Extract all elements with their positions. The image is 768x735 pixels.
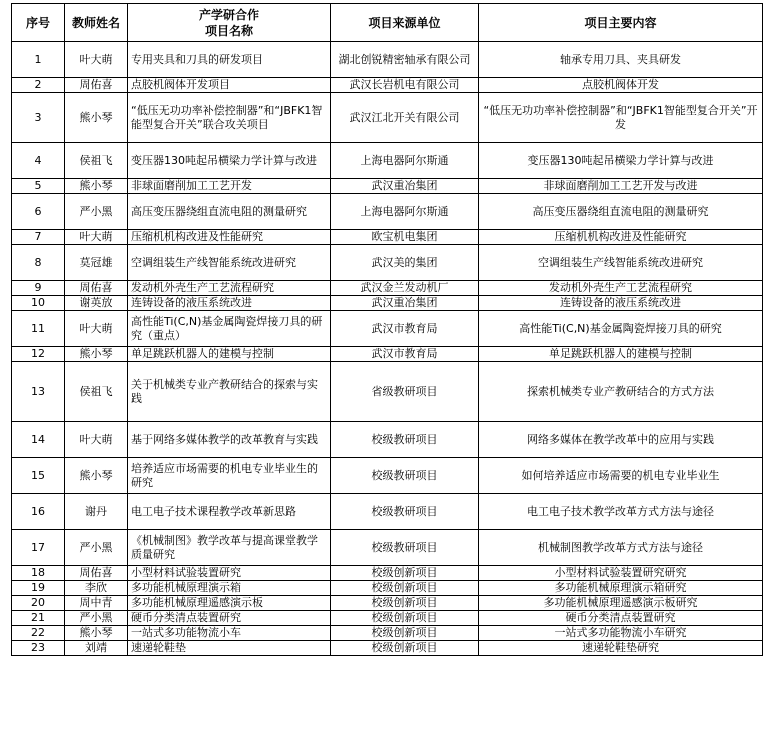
project-content: 轴承专用刀具、夹具研发 — [479, 42, 763, 78]
teacher-name: 侯祖飞 — [65, 143, 128, 179]
table-row — [12, 458, 763, 494]
row-number: 2 — [12, 78, 65, 93]
project-name: 专用夹具和刀具的研发项目 — [128, 42, 331, 78]
project-name: 点胶机阀体开发项目 — [128, 78, 331, 93]
project-name: 高性能Ti(C,N)基金属陶瓷焊接刀具的研究（重点） — [128, 311, 331, 347]
project-name: 单足跳跃机器人的建模与控制 — [128, 347, 331, 362]
row-number: 17 — [12, 530, 65, 566]
project-content: 硬币分类清点装置研究 — [479, 611, 763, 626]
teacher-name: 熊小琴 — [65, 347, 128, 362]
project-source: 湖北创锐精密轴承有限公司 — [331, 42, 479, 78]
teacher-name: 李欣 — [65, 581, 128, 596]
row-number: 20 — [12, 596, 65, 611]
teacher-name: 周佑喜 — [65, 281, 128, 296]
project-source: 武汉市教育局 — [331, 311, 479, 347]
row-number: 21 — [12, 611, 65, 626]
teacher-name: 叶大萌 — [65, 230, 128, 245]
teacher-name: 严小黑 — [65, 530, 128, 566]
project-name: 培养适应市场需要的机电专业毕业生的研究 — [128, 458, 331, 494]
row-number: 5 — [12, 179, 65, 194]
teacher-name: 严小黑 — [65, 611, 128, 626]
project-name: 变压器130吨起吊横梁力学计算与改进 — [128, 143, 331, 179]
table-row — [12, 596, 763, 611]
table-row — [12, 530, 763, 566]
project-source: 武汉金兰发动机厂 — [331, 281, 479, 296]
row-number: 16 — [12, 494, 65, 530]
project-content: “低压无功功率补偿控制器”和“JBFK1智能型复合开关”开发 — [479, 93, 763, 143]
row-number: 7 — [12, 230, 65, 245]
row-number: 12 — [12, 347, 65, 362]
project-source: 省级教研项目 — [331, 362, 479, 422]
table-row — [12, 347, 763, 362]
project-content: 小型材料试验装置研究研究 — [479, 566, 763, 581]
project-source: 校级教研项目 — [331, 422, 479, 458]
row-number: 14 — [12, 422, 65, 458]
row-number: 1 — [12, 42, 65, 78]
row-number: 3 — [12, 93, 65, 143]
row-number: 18 — [12, 566, 65, 581]
project-name: 高压变压器绕组直流电阻的测量研究 — [128, 194, 331, 230]
table-row — [12, 42, 763, 78]
table-row — [12, 245, 763, 281]
project-name: 《机械制图》教学改革与提高课堂教学质量研究 — [128, 530, 331, 566]
project-source: 武汉重冶集团 — [331, 296, 479, 311]
project-name: 多功能机械原理演示箱 — [128, 581, 331, 596]
project-content: 空调组装生产线智能系统改进研究 — [479, 245, 763, 281]
table-row — [12, 422, 763, 458]
project-content: 高性能Ti(C,N)基金属陶瓷焊接刀具的研究 — [479, 311, 763, 347]
project-content: 非球面磨削加工工艺开发与改进 — [479, 179, 763, 194]
teacher-name: 熊小琴 — [65, 626, 128, 641]
table-row — [12, 281, 763, 296]
header-teacher: 教师姓名 — [65, 4, 128, 42]
table-row — [12, 641, 763, 656]
table-row — [12, 311, 763, 347]
table-body — [12, 42, 763, 656]
header-project-name-line1: 产学研合作 — [198, 7, 259, 22]
project-source: 上海电器阿尔斯通 — [331, 143, 479, 179]
table-row — [12, 143, 763, 179]
project-name: 非球面磨削加工工艺开发 — [128, 179, 331, 194]
table-row — [12, 179, 763, 194]
row-number: 10 — [12, 296, 65, 311]
project-name: 空调组装生产线智能系统改进研究 — [128, 245, 331, 281]
teacher-name: 周佑喜 — [65, 566, 128, 581]
project-source: 武汉美的集团 — [331, 245, 479, 281]
project-name: 一站式多功能物流小车 — [128, 626, 331, 641]
project-source: 上海电器阿尔斯通 — [331, 194, 479, 230]
project-content: 变压器130吨起吊横梁力学计算与改进 — [479, 143, 763, 179]
project-name: 关于机械类专业产教研结合的探索与实践 — [128, 362, 331, 422]
project-source: 武汉重冶集团 — [331, 179, 479, 194]
project-source: 校级教研项目 — [331, 530, 479, 566]
teacher-name: 谢丹 — [65, 494, 128, 530]
table-row — [12, 230, 763, 245]
row-number: 4 — [12, 143, 65, 179]
table-row — [12, 296, 763, 311]
header-source: 项目来源单位 — [331, 4, 479, 42]
row-number: 13 — [12, 362, 65, 422]
header-project-name-line2: 项目名称 — [204, 23, 253, 38]
teacher-name: 侯祖飞 — [65, 362, 128, 422]
project-source: 校级创新项目 — [331, 566, 479, 581]
project-source: 校级创新项目 — [331, 626, 479, 641]
project-content: 多功能机械原理演示箱研究 — [479, 581, 763, 596]
project-content: 发动机外壳生产工艺流程研究 — [479, 281, 763, 296]
table-row — [12, 581, 763, 596]
header-project-name — [128, 4, 331, 42]
project-source: 欧宝机电集团 — [331, 230, 479, 245]
project-content: 机械制图教学改革方式方法与途径 — [479, 530, 763, 566]
teacher-name: 谢英放 — [65, 296, 128, 311]
table-row — [12, 78, 763, 93]
teacher-name: 莫冠雄 — [65, 245, 128, 281]
project-source: 校级创新项目 — [331, 596, 479, 611]
project-content: 如何培养适应市场需要的机电专业毕业生 — [479, 458, 763, 494]
teacher-name: 叶大萌 — [65, 42, 128, 78]
row-number: 9 — [12, 281, 65, 296]
projects-table — [11, 3, 763, 656]
row-number: 23 — [12, 641, 65, 656]
project-name: 连铸设备的液压系统改进 — [128, 296, 331, 311]
project-content: 一站式多功能物流小车研究 — [479, 626, 763, 641]
project-content: 点胶机阀体开发 — [479, 78, 763, 93]
project-name: 发动机外壳生产工艺流程研究 — [128, 281, 331, 296]
project-content: 连铸设备的液压系统改进 — [479, 296, 763, 311]
table-row — [12, 93, 763, 143]
row-number: 15 — [12, 458, 65, 494]
row-number: 6 — [12, 194, 65, 230]
project-name: 速递轮鞋垫 — [128, 641, 331, 656]
table-row — [12, 362, 763, 422]
header-no: 序号 — [12, 4, 65, 42]
project-content: 电工电子技术教学改革方式方法与途径 — [479, 494, 763, 530]
row-number: 8 — [12, 245, 65, 281]
project-content: 探索机械类专业产教研结合的方式方法 — [479, 362, 763, 422]
teacher-name: 熊小琴 — [65, 93, 128, 143]
row-number: 11 — [12, 311, 65, 347]
project-name: 多功能机械原理遥感演示板 — [128, 596, 331, 611]
row-number: 19 — [12, 581, 65, 596]
table-row — [12, 566, 763, 581]
header-row — [12, 4, 763, 42]
project-name: “低压无功功率补偿控制器”和“JBFK1智能型复合开关”联合攻关项目 — [128, 93, 331, 143]
project-source: 武汉江北开关有限公司 — [331, 93, 479, 143]
project-name: 硬币分类清点装置研究 — [128, 611, 331, 626]
project-source: 校级创新项目 — [331, 581, 479, 596]
row-number: 22 — [12, 626, 65, 641]
teacher-name: 熊小琴 — [65, 458, 128, 494]
teacher-name: 刘靖 — [65, 641, 128, 656]
project-source: 武汉长岩机电有限公司 — [331, 78, 479, 93]
teacher-name: 周中青 — [65, 596, 128, 611]
project-content: 速递轮鞋垫研究 — [479, 641, 763, 656]
project-content: 压缩机机构改进及性能研究 — [479, 230, 763, 245]
project-source: 武汉市教育局 — [331, 347, 479, 362]
project-source: 校级教研项目 — [331, 458, 479, 494]
project-source: 校级创新项目 — [331, 641, 479, 656]
project-content: 多功能机械原理遥感演示板研究 — [479, 596, 763, 611]
project-source: 校级创新项目 — [331, 611, 479, 626]
teacher-name: 叶大萌 — [65, 422, 128, 458]
teacher-name: 周佑喜 — [65, 78, 128, 93]
header-content: 项目主要内容 — [479, 4, 763, 42]
teacher-name: 熊小琴 — [65, 179, 128, 194]
table-row — [12, 494, 763, 530]
teacher-name: 严小黑 — [65, 194, 128, 230]
project-name: 基于网络多媒体教学的改革教育与实践 — [128, 422, 331, 458]
table-row — [12, 626, 763, 641]
table-row — [12, 194, 763, 230]
teacher-name: 叶大萌 — [65, 311, 128, 347]
project-source: 校级教研项目 — [331, 494, 479, 530]
project-name: 压缩机机构改进及性能研究 — [128, 230, 331, 245]
project-content: 单足跳跃机器人的建模与控制 — [479, 347, 763, 362]
project-name: 小型材料试验装置研究 — [128, 566, 331, 581]
project-name: 电工电子技术课程教学改革新思路 — [128, 494, 331, 530]
project-content: 网络多媒体在教学改革中的应用与实践 — [479, 422, 763, 458]
table-row — [12, 611, 763, 626]
project-content: 高压变压器绕组直流电阻的测量研究 — [479, 194, 763, 230]
